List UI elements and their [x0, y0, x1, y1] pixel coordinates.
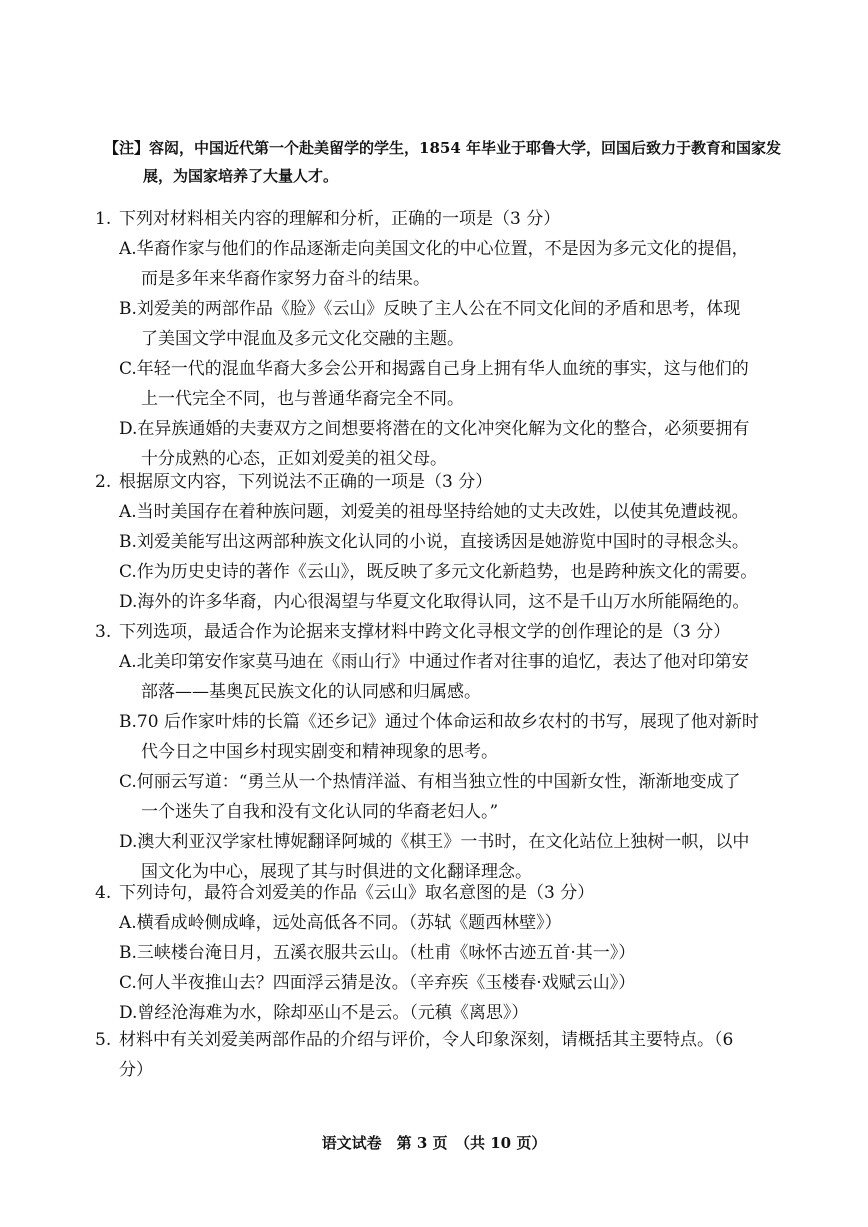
question-4 — [95, 878, 795, 1028]
question-stem — [95, 1025, 795, 1085]
option-line: C.何丽云写道：“勇兰从一个热情洋溢、有相当独立性的中国新女性，渐渐地变成了 — [119, 772, 741, 792]
page-footer: 语文试卷 第 3 页 （共 10 页） — [321, 1134, 547, 1152]
question-number: 5. — [95, 1030, 112, 1050]
option-line: 而是多年来华裔作家努力奋斗的结果。 — [141, 269, 430, 289]
option-line: D.澳大利亚汉学家杜博妮翻译阿城的《棋王》一书时，在文化站位上独树一帜，以中 — [119, 832, 750, 852]
option-line: 一个迷失了自我和没有文化认同的华裔老妇人。” — [141, 802, 499, 822]
question-stem — [95, 878, 795, 908]
option-line: B.70 后作家叶炜的长篇《还乡记》通过个体命运和故乡农村的书写，展现了他对新时 — [119, 712, 759, 732]
question-text: 下列选项，最适合作为论据来支撑材料中跨文化寻根文学的创作理论的是（3 分） — [119, 622, 731, 642]
option-line: B.刘爱美的两部作品《脸》《云山》反映了主人公在不同文化间的矛盾和思考，体现 — [119, 299, 741, 319]
option-a — [95, 234, 795, 294]
question-text-continued: 分） — [119, 1060, 153, 1080]
option-d: D.曾经沧海难为水，除却巫山不是云。（元稹《离思》） — [119, 1003, 529, 1023]
question-stem — [95, 617, 795, 647]
option-c — [95, 354, 795, 414]
option-line: C.年轻一代的混血华裔大多会公开和揭露自己身上拥有华人血统的事实，这与他们的 — [119, 359, 749, 379]
option-b — [95, 707, 795, 767]
option-line: 代今日之中国乡村现实剧变和精神现象的思考。 — [141, 742, 498, 762]
question-number: 3. — [95, 622, 112, 642]
option-b: B.三峡楼台淹日月，五溪衣服共云山。（杜甫《咏怀古迹五首·其一》） — [119, 943, 636, 963]
option-c: C.作为历史史诗的著作《云山》，既反映了多元文化新趋势，也是跨种族文化的需要。 — [119, 562, 758, 582]
footnote-line-1: 【注】容闳，中国近代第一个赴美留学的学生，1854 年毕业于耶鲁大学，回国后致力于教育和国家发 — [104, 139, 781, 157]
question-2 — [95, 467, 795, 617]
option-b — [95, 294, 795, 354]
option-a: A.横看成岭侧成峰，远处高低各不同。（苏轼《题西林壁》） — [119, 913, 562, 933]
option-line: 国文化为中心，展现了其与时俱进的文化翻译理念。 — [141, 862, 532, 882]
question-text: 材料中有关刘爱美两部作品的介绍与评价，令人印象深刻，请概括其主要特点。（6 — [119, 1030, 734, 1050]
option-d — [95, 414, 795, 474]
option-line: 了美国文学中混血及多元文化交融的主题。 — [141, 329, 464, 349]
question-stem — [95, 467, 795, 497]
question-5 — [95, 1025, 795, 1085]
option-a: A.当时美国存在着种族问题，刘爱美的祖母坚持给她的丈夫改姓，以使其免遭歧视。 — [119, 502, 749, 522]
question-number: 1. — [95, 209, 112, 229]
option-line: 部落——基奥瓦民族文化的认同感和归属感。 — [141, 682, 481, 702]
question-number: 2. — [95, 472, 112, 492]
question-text: 下列对材料相关内容的理解和分析，正确的一项是（3 分） — [119, 209, 561, 229]
question-stem — [95, 204, 795, 234]
option-d: D.海外的许多华裔，内心很渴望与华夏文化取得认同，这不是千山万水所能隔绝的。 — [119, 592, 750, 612]
option-c — [95, 767, 795, 827]
question-text: 根据原文内容，下列说法不正确的一项是（3 分） — [119, 472, 493, 492]
footnote-line-2: 展，为国家培养了大量人才。 — [143, 167, 339, 185]
question-3 — [95, 617, 795, 887]
option-b: B.刘爱美能写出这两部种族文化认同的小说，直接诱因是她游览中国时的寻根念头。 — [119, 532, 749, 552]
option-c: C.何人半夜推山去？四面浮云猜是汝。（辛弃疾《玉楼春·戏赋云山》） — [119, 973, 636, 993]
option-a — [95, 647, 795, 707]
footnote — [104, 134, 784, 190]
option-line: A.华裔作家与他们的作品逐渐走向美国文化的中心位置，不是因为多元文化的提倡， — [119, 239, 749, 259]
question-number: 4. — [95, 883, 112, 903]
option-line: D.在异族通婚的夫妻双方之间想要将潜在的文化冲突化解为文化的整合，必须要拥有 — [119, 419, 750, 439]
option-line: 十分成熟的心态，正如刘爱美的祖父母。 — [141, 449, 447, 469]
question-1 — [95, 204, 795, 474]
option-line: 上一代完全不同，也与普通华裔完全不同。 — [141, 389, 464, 409]
option-line: A.北美印第安作家莫马迪在《雨山行》中通过作者对往事的追忆，表达了他对印第安 — [119, 652, 749, 672]
question-text: 下列诗句，最符合刘爱美的作品《云山》取名意图的是（3 分） — [119, 883, 595, 903]
